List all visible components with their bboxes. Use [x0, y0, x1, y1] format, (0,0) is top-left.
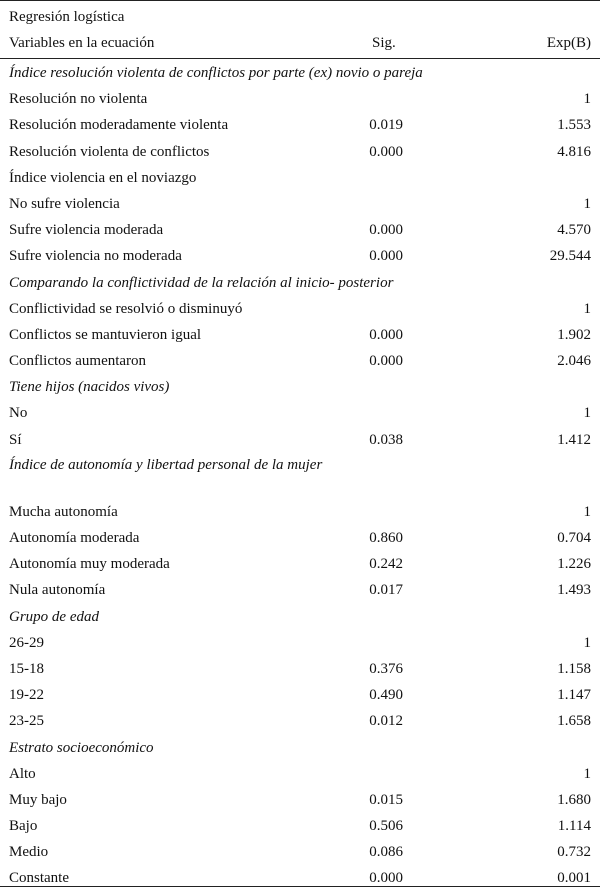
table-row	[0, 499, 600, 525]
row-sig: 0.086	[369, 844, 403, 861]
table-row	[0, 112, 600, 138]
row-exp-b: 2.046	[557, 353, 591, 370]
table-row	[0, 348, 600, 374]
row-label: Nula autonomía	[9, 582, 106, 599]
row-sig: 0.242	[369, 556, 403, 573]
row-label: Autonomía muy moderada	[9, 556, 170, 573]
row-label: No	[9, 405, 28, 422]
row-sig: 0.000	[369, 143, 403, 160]
section-heading	[0, 60, 600, 86]
table-row	[0, 839, 600, 865]
row-label: 19-22	[9, 687, 44, 704]
row-label: Sí	[9, 431, 22, 448]
row-label: Autonomía moderada	[9, 530, 140, 546]
table-row	[0, 400, 600, 426]
row-exp-b: 1	[583, 405, 591, 422]
bottom-rule	[0, 886, 600, 887]
row-label: Conflictos aumentaron	[9, 353, 147, 370]
row-label: Conflictos se mantuvieron igual	[9, 326, 202, 343]
row-exp-b: 0.704	[557, 530, 591, 546]
row-exp-b: 1	[583, 195, 591, 212]
table-row	[0, 656, 600, 682]
row-sig: 0.019	[369, 117, 403, 134]
row-label: Sufre violencia moderada	[9, 222, 164, 239]
row-exp-b: 1	[583, 765, 591, 782]
row-sig: 0.012	[369, 713, 403, 730]
table-row	[0, 865, 600, 891]
row-label: Constante	[9, 870, 69, 887]
table-row	[0, 191, 600, 217]
row-sig: 0.506	[369, 818, 403, 835]
section-heading	[0, 604, 600, 630]
table-row	[0, 525, 600, 551]
row-exp-b: 1.680	[557, 791, 591, 808]
section-heading	[0, 374, 600, 400]
row-label: Índice de autonomía y libertad personal de la mujer	[9, 456, 323, 473]
row-exp-b: 0.001	[557, 870, 591, 887]
table-row	[0, 296, 600, 322]
table-row	[0, 551, 600, 577]
row-exp-b: 1.493	[557, 582, 591, 599]
row-exp-b: 1.412	[557, 431, 591, 448]
table-row	[0, 217, 600, 243]
row-sig: 0.490	[369, 687, 403, 704]
section-heading	[0, 270, 600, 296]
table-body	[0, 60, 600, 892]
row-sig: 0.860	[369, 530, 403, 546]
section-heading	[0, 453, 600, 499]
table-title: Regresión logística	[9, 9, 125, 25]
row-exp-b: 29.544	[549, 248, 591, 265]
row-label: Grupo de edad	[9, 608, 99, 625]
header-sig: Sig.	[372, 35, 396, 51]
row-exp-b: 1.553	[557, 117, 591, 134]
top-rule	[0, 0, 600, 1]
row-exp-b: 1.114	[557, 818, 591, 835]
row-label: Comparando la conflictividad de la relación al inicio- posterior	[9, 274, 394, 291]
row-label: 23-25	[9, 713, 44, 730]
row-label: Estrato socioeconómico	[9, 739, 154, 756]
row-label: Resolución violenta de conflictos	[9, 143, 210, 160]
row-exp-b: 1	[583, 91, 591, 108]
row-sig: 0.015	[369, 791, 403, 808]
row-sig: 0.038	[369, 431, 403, 448]
row-exp-b: 1.147	[557, 687, 591, 704]
table-row	[0, 682, 600, 708]
row-label: Bajo	[9, 818, 38, 835]
row-label: Índice resolución violenta de conflictos por parte (ex) novio o pareja	[9, 65, 423, 81]
table-row	[0, 577, 600, 603]
row-label: Resolución no violenta	[9, 91, 148, 108]
row-exp-b: 0.732	[557, 844, 591, 861]
table-row	[0, 761, 600, 787]
table-row	[0, 243, 600, 269]
table-row	[0, 630, 600, 656]
section-heading	[0, 735, 600, 761]
row-exp-b: 1	[583, 503, 591, 520]
row-label: 26-29	[9, 634, 44, 651]
header-variable: Variables en la ecuación	[9, 35, 155, 51]
row-exp-b: 1.226	[557, 556, 591, 573]
row-label: Resolución moderadamente violenta	[9, 117, 229, 134]
row-sig: 0.000	[369, 222, 403, 239]
row-label: 15-18	[9, 660, 44, 677]
header-rule	[0, 58, 600, 59]
row-label: Conflictividad se resolvió o disminuyó	[9, 300, 243, 317]
table-row	[0, 708, 600, 734]
row-label: Medio	[9, 844, 49, 861]
row-label: Muy bajo	[9, 791, 67, 808]
row-sig: 0.017	[369, 582, 403, 599]
row-label: Índice violencia en el noviazgo	[9, 169, 197, 186]
row-exp-b: 1.902	[557, 326, 591, 343]
row-label: Alto	[9, 765, 36, 782]
table-row	[0, 427, 600, 453]
table-row	[0, 787, 600, 813]
row-exp-b: 4.816	[557, 143, 591, 160]
row-sig: 0.000	[369, 353, 403, 370]
header-exp: Exp(B)	[546, 35, 591, 51]
row-exp-b: 1.158	[557, 660, 591, 677]
row-label: Sufre violencia no moderada	[9, 248, 182, 265]
table-row	[0, 139, 600, 165]
row-exp-b: 1	[583, 300, 591, 317]
row-label: No sufre violencia	[9, 195, 120, 212]
table-row	[0, 813, 600, 839]
header-row	[0, 35, 600, 57]
row-sig: 0.000	[369, 870, 403, 887]
table-row	[0, 86, 600, 112]
row-sig: 0.000	[369, 248, 403, 265]
row-exp-b: 1	[583, 634, 591, 651]
table-row	[0, 322, 600, 348]
table-row	[0, 165, 600, 191]
row-sig: 0.000	[369, 326, 403, 343]
row-label: Tiene hijos (nacidos vivos)	[9, 379, 170, 396]
row-sig: 0.376	[369, 660, 403, 677]
row-label: Mucha autonomía	[9, 503, 118, 520]
row-exp-b: 1.658	[557, 713, 591, 730]
row-exp-b: 4.570	[557, 222, 591, 239]
